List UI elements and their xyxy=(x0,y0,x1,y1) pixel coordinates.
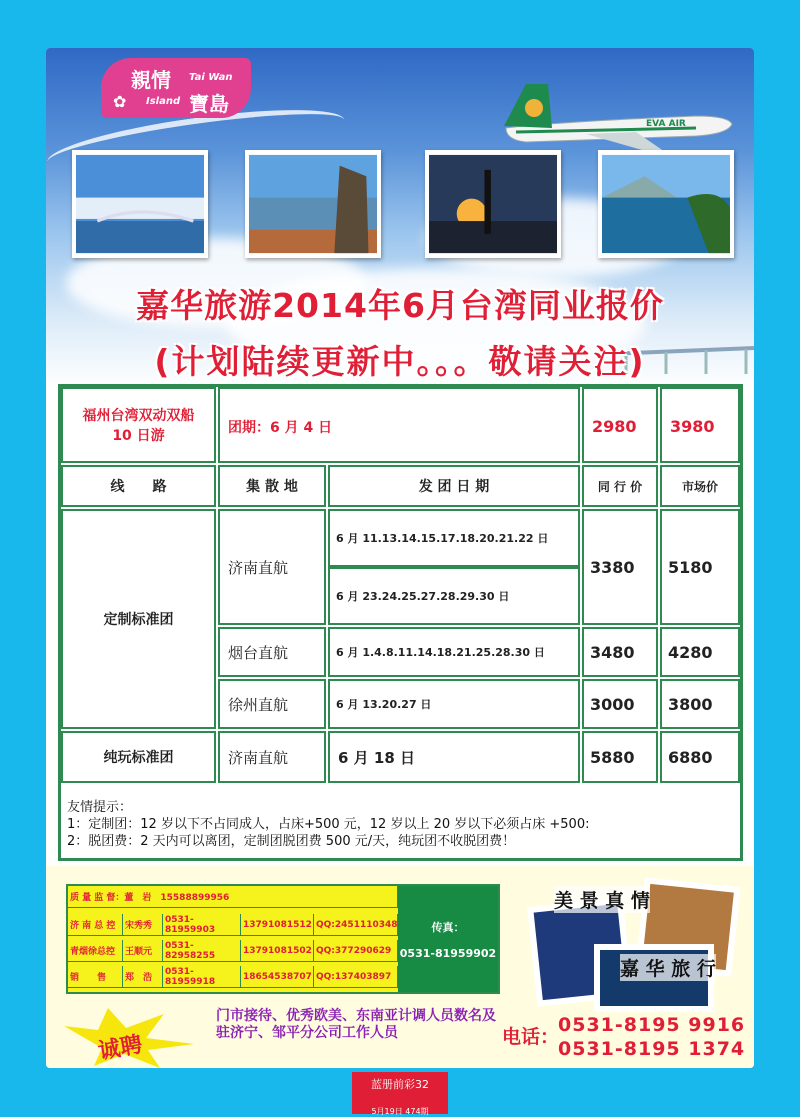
col-header-market: 市场价 xyxy=(660,465,740,507)
taipei-photo-image xyxy=(429,154,557,254)
col-header-dates: 发 团 日 期 xyxy=(328,465,580,507)
lake-photo-image xyxy=(249,154,377,254)
market-price-pure: 6880 xyxy=(660,731,740,783)
logo-en-line2: Island xyxy=(146,96,181,107)
photo-taipei101-sunset xyxy=(425,150,561,258)
contact-mobile: 18654538707 xyxy=(241,966,314,988)
contact-supervisor: 质 量 监 督：董 岩 15588899956 xyxy=(68,886,398,908)
page-footer xyxy=(352,1072,448,1114)
phone-number-1: 0531-8195 9916 xyxy=(558,1014,746,1036)
harbor-photo-image xyxy=(602,154,730,254)
contact-qq: QQ:377290629 xyxy=(314,940,398,962)
fax-number: 0531-81959902 xyxy=(399,946,497,960)
phone-label: 电话： xyxy=(502,1026,560,1048)
notes-item-2: 2：脱团费：2 天内可以离团，定制团脱团费 500 元/天，纯玩团不收脱团费！ xyxy=(67,834,516,849)
promo-route xyxy=(61,387,216,463)
market-price-yantai: 4280 xyxy=(660,627,740,677)
contact-table xyxy=(66,884,500,994)
flyer-page xyxy=(46,48,754,1068)
contact-name: 郑 浩 xyxy=(123,966,163,988)
origin-xuzhou: 徐州直航 xyxy=(218,679,326,729)
bridge-photo-image xyxy=(76,154,204,254)
contact-row xyxy=(68,914,398,936)
fax-label: 传真： xyxy=(431,920,465,934)
col-header-origin: 集 散 地 xyxy=(218,465,326,507)
phone-number-2: 0531-8195 1374 xyxy=(558,1038,746,1060)
dates-xuzhou: 6 月 13.20.27 日 xyxy=(328,679,580,729)
logo-en-line1: Tai Wan xyxy=(189,72,233,83)
contact-role: 济 南 总 控 xyxy=(68,914,123,936)
footer-issue: 5月19日 474期 xyxy=(371,1107,429,1116)
origin-jinan: 济南直航 xyxy=(218,509,326,625)
photo-bay-harbor xyxy=(598,150,734,258)
photo-sun-moon-lake xyxy=(245,150,381,258)
dates-pure: 6 月 18 日 xyxy=(328,731,580,783)
contact-tel: 0531-81959918 xyxy=(163,966,241,988)
col-header-route: 线 路 xyxy=(61,465,216,507)
slogan-line1: 美 景 真 情 xyxy=(554,886,650,913)
market-price-xuzhou: 3800 xyxy=(660,679,740,729)
group-name-custom: 定制标准团 xyxy=(61,509,216,729)
hero-banner xyxy=(46,48,754,388)
airplane-image xyxy=(496,76,736,156)
friendly-notes xyxy=(67,799,737,850)
recruit-text: 门市接待、优秀欧美、东南亚计调人员数名及驻济宁、邹平分公司工作人员 xyxy=(216,1008,496,1041)
plane-livery-text: EVA AIR xyxy=(646,119,686,129)
group-name-pure: 纯玩标准团 xyxy=(61,731,216,783)
contact-row xyxy=(68,940,398,962)
peer-price-yantai: 3480 xyxy=(582,627,658,677)
contact-row xyxy=(68,966,398,988)
notes-item-1: 1：定制团：12 岁以下不占同成人，占床+500 元，12 岁以上 20 岁以下必须占床 +500: xyxy=(67,817,590,832)
contact-role: 销 售 xyxy=(68,966,123,988)
col-header-peer: 同 行 价 xyxy=(582,465,658,507)
contact-qq: QQ:2451110348 xyxy=(314,914,398,936)
contact-tel: 0531-81959903 xyxy=(163,914,241,936)
recruit-badge-text: 诚聘 xyxy=(96,1032,145,1065)
market-price-jinan: 5180 xyxy=(660,509,740,625)
contact-name: 王顺元 xyxy=(123,940,163,962)
slogan-line2: 嘉 华 旅 行 xyxy=(620,954,716,981)
contact-supervisor-row xyxy=(68,886,398,908)
photo-bridge xyxy=(72,150,208,258)
peer-price-pure: 5880 xyxy=(582,731,658,783)
promo-route-line2: 10 日游 xyxy=(112,428,165,444)
page-subtitle: (计划陆续更新中。。。敬请关注) xyxy=(154,342,646,381)
price-table xyxy=(58,384,743,861)
page-title: 嘉华旅游2014年6月台湾同业报价 xyxy=(136,286,664,325)
logo-cn-line2: 寶島 xyxy=(189,92,229,116)
logo-cn-line1: 親情 xyxy=(131,68,171,92)
notes-title: 友情提示： xyxy=(67,800,133,815)
origin-yantai: 烟台直航 xyxy=(218,627,326,677)
promo-route-line1: 福州台湾双动双船 xyxy=(82,408,195,424)
peer-price-jinan: 3380 xyxy=(582,509,658,625)
flower-icon: ✿ xyxy=(113,92,127,111)
origin-jinan-pure: 济南直航 xyxy=(218,731,326,783)
promo-peer-price: 2980 xyxy=(582,387,658,463)
contact-mobile: 13791081512 xyxy=(241,914,314,936)
contact-mobile: 13791081502 xyxy=(241,940,314,962)
contact-role: 青烟徐总控 xyxy=(68,940,123,962)
slogan-collage xyxy=(524,874,744,1014)
contact-qq: QQ:137403897 xyxy=(314,966,398,988)
taiwan-island-logo xyxy=(101,58,251,118)
dates-jinan-2: 6 月 23.24.25.27.28.29.30 日 xyxy=(328,567,580,625)
contact-name: 宋秀秀 xyxy=(123,914,163,936)
dates-yantai: 6 月 1.4.8.11.14.18.21.25.28.30 日 xyxy=(328,627,580,677)
promo-date: 团期：6 月 4 日 xyxy=(218,387,580,463)
peer-price-xuzhou: 3000 xyxy=(582,679,658,729)
fax-box xyxy=(398,886,498,992)
dates-jinan-1: 6 月 11.13.14.15.17.18.20.21.22 日 xyxy=(328,509,580,567)
contact-tel: 0531-82958255 xyxy=(163,940,241,962)
footer-page-label: 蓝册前彩32 xyxy=(371,1078,429,1091)
promo-market-price: 3980 xyxy=(660,387,740,463)
